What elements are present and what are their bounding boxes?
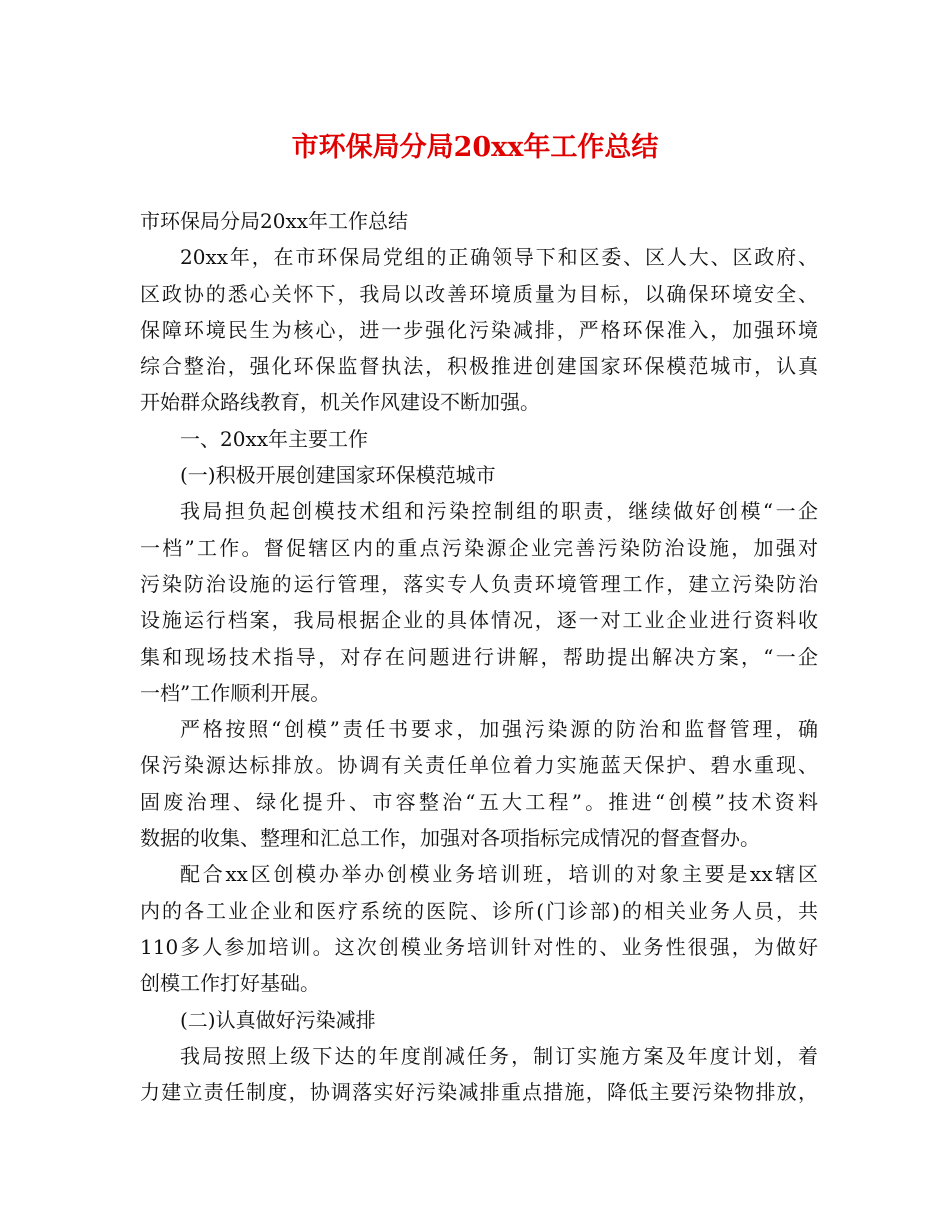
text-line: 一、20xx年主要工作 (180, 426, 369, 451)
subtitle-line (140, 203, 818, 239)
text-line: 一档”工作顺利开展。 (140, 680, 331, 705)
text-line: 综合整治，强化环保监督执法，积极推进创建国家环保模范城市，认真 (140, 354, 818, 379)
text-line: 配合xx区创模办举办创模业务培训班，培训的对象主要是xx辖区 (180, 862, 818, 887)
text-line: 我局按照上级下达的年度削减任务，制订实施方案及年度计划，着 (180, 1043, 818, 1068)
paragraph-intro (140, 239, 818, 420)
text-line: 设施运行档案，我局根据企业的具体情况，逐一对工业企业进行资料收 (140, 608, 818, 633)
text-line: 创模工作打好基础。 (140, 971, 320, 996)
text-line: 区政协的悉心关怀下，我局以改善环境质量为目标，以确保环境安全、 (140, 281, 818, 306)
subsection-heading (140, 1002, 818, 1038)
text-line: 开始群众路线教育，机关作风建设不断加强。 (140, 390, 540, 415)
text-line: 我局担负起创模技术组和污染控制组的职责，继续做好创模“一企 (180, 499, 818, 524)
text-line: 固废治理、绿化提升、市容整治“五大工程”。推进“创模”技术资料 (140, 789, 818, 814)
text-line: 一档”工作。督促辖区内的重点污染源企业完善污染防治设施，加强对 (140, 535, 818, 560)
text-line: 集和现场技术指导，对存在问题进行讲解，帮助提出解决方案，“一企 (140, 644, 818, 669)
paragraph (140, 493, 818, 711)
text-line: 市环保局分局20xx年工作总结 (140, 209, 409, 233)
subsection-heading (140, 457, 818, 493)
paragraph (140, 856, 818, 1001)
text-line: 污染防治设施的运行管理，落实专人负责环境管理工作，建立污染防治 (140, 571, 818, 596)
text-line: 20xx年，在市环保局党组的正确领导下和区委、区人大、区政府、 (180, 245, 818, 270)
document-title: 市环保局分局20xx年工作总结 (291, 132, 659, 163)
text-line: 数据的收集、整理和汇总工作，加强对各项指标完成情况的督查督办。 (140, 826, 760, 851)
document-body (140, 203, 818, 1110)
text-line: 保污染源达标排放。协调有关责任单位着力实施蓝天保护、碧水重现、 (140, 753, 818, 778)
text-line: (二)认真做好污染减排 (180, 1007, 376, 1032)
text-line: 110多人参加培训。这次创模业务培训针对性的、业务性很强，为做好 (140, 934, 818, 959)
text-line: 内的各工业企业和医疗系统的医院、诊所(门诊部)的相关业务人员，共 (140, 898, 818, 923)
text-line: 严格按照“创模”责任书要求，加强污染源的防治和监督管理，确 (180, 717, 818, 742)
text-line: 保障环境民生为核心，进一步强化污染减排，严格环保准入，加强环境 (140, 317, 818, 342)
text-line: (一)积极开展创建国家环保模范城市 (180, 463, 496, 488)
paragraph (140, 1038, 818, 1111)
text-line: 力建立责任制度，协调落实好污染减排重点措施，降低主要污染物排放， (140, 1080, 818, 1105)
paragraph (140, 711, 818, 856)
section-heading (140, 421, 818, 457)
